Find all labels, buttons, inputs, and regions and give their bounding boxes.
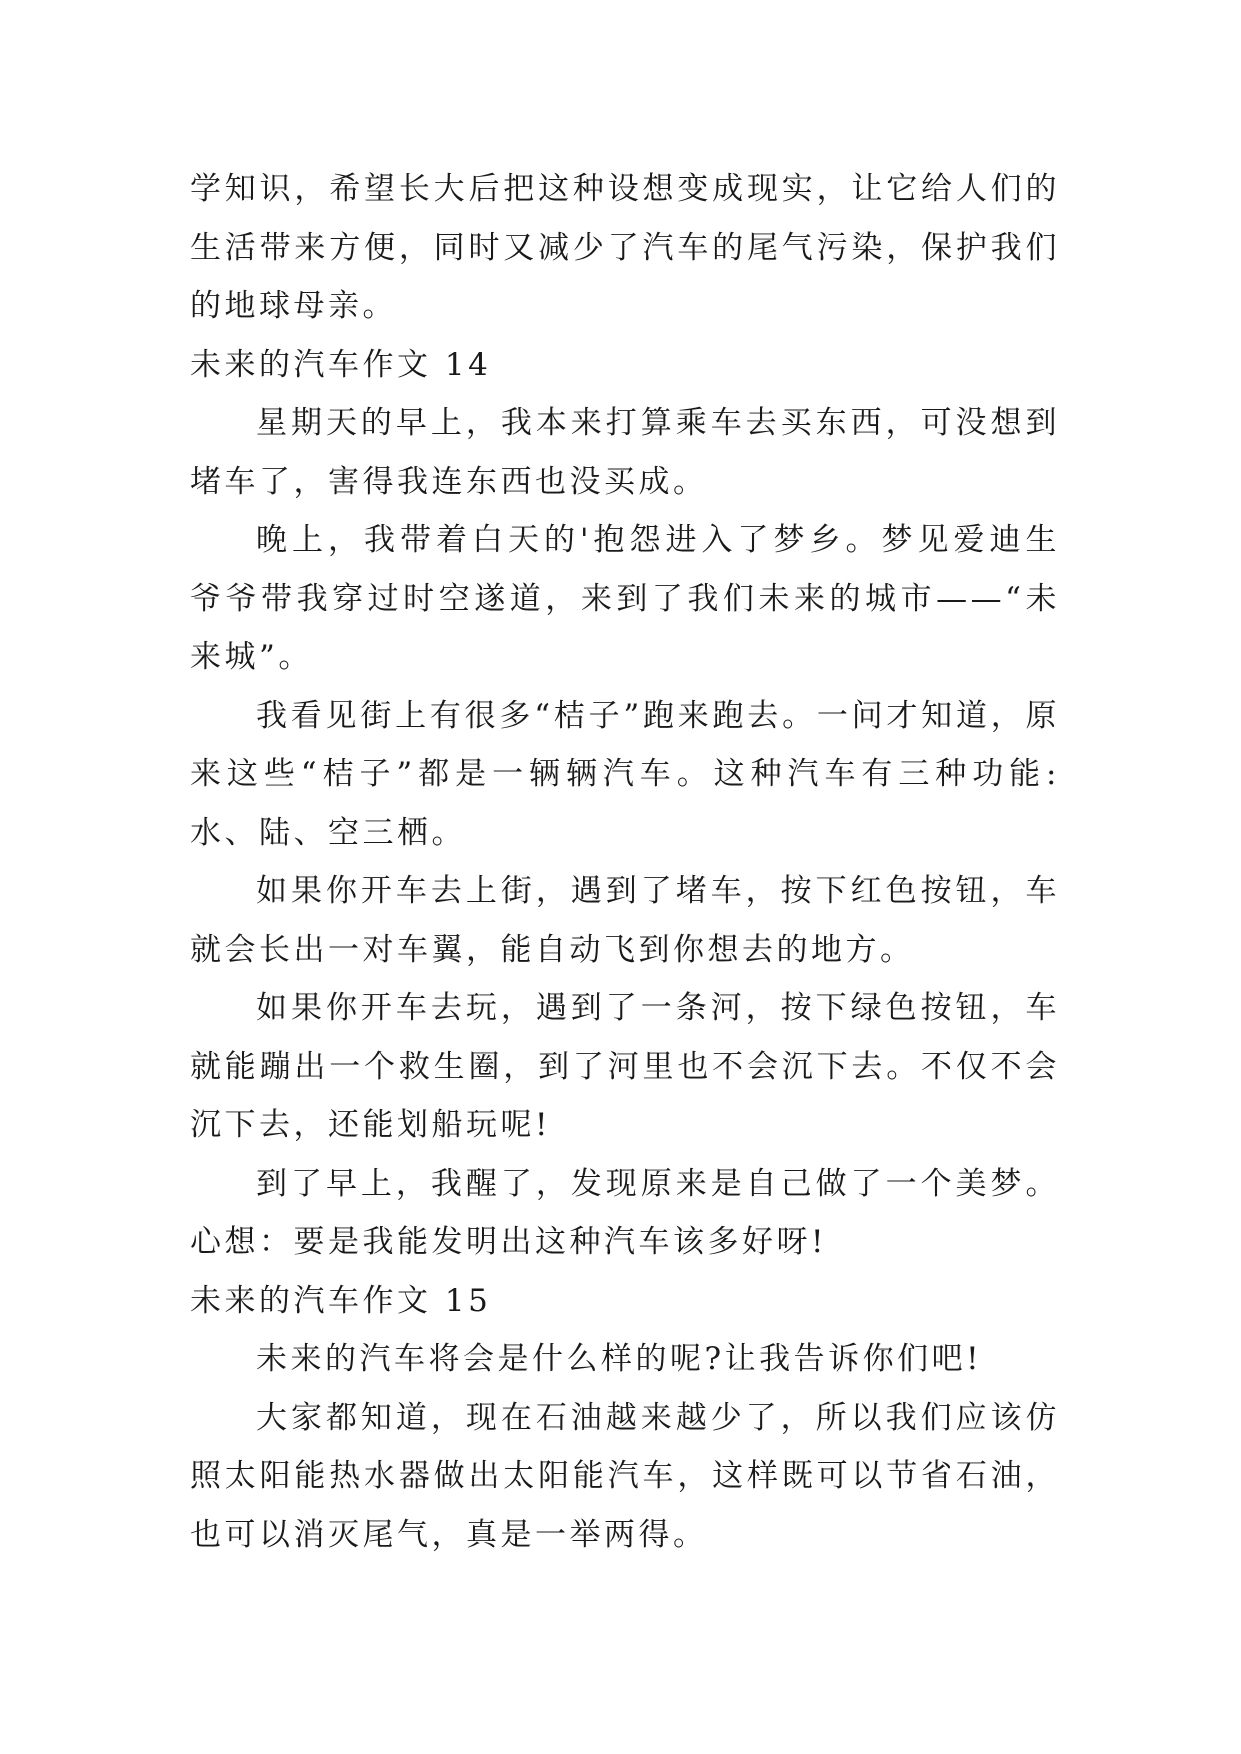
paragraph-continuation: 学知识，希望长大后把这种设想变成现实，让它给人们的生活带来方便，同时又减少了汽车的尾气污染，保护我们的地球母亲。	[190, 171, 1060, 324]
document-page	[190, 160, 1060, 1564]
section-heading-15: 未来的汽车作文 15	[190, 1282, 492, 1319]
section-heading-14: 未来的汽车作文 14	[190, 346, 492, 383]
paragraph: 星期天的早上，我本来打算乘车去买东西，可没想到堵车了，害得我连东西也没买成。	[190, 405, 1060, 500]
paragraph: 大家都知道，现在石油越来越少了，所以我们应该仿照太阳能热水器做出太阳能汽车，这样既可以节省石油，也可以消灭尾气，真是一举两得。	[190, 1399, 1060, 1553]
paragraph: 如果你开车去玩，遇到了一条河，按下绿色按钮，车就能蹦出一个救生圈，到了河里也不会沉下去。不仅不会沉下去，还能划船玩呢!	[190, 990, 1060, 1143]
paragraph: 晚上，我带着白天的'抱怨进入了梦乡。梦见爱迪生爷爷带我穿过时空遂道，来到了我们未来的城市——“未来城”。	[190, 522, 1060, 675]
paragraph: 我看见街上有很多“桔子”跑来跑去。一问才知道，原来这些“桔子”都是一辆辆汽车。这种汽车有三种功能: 水、陆、空三栖。	[190, 697, 1060, 851]
paragraph: 如果你开车去上街，遇到了堵车，按下红色按钮，车就会长出一对车翼，能自动飞到你想去的地方。	[190, 873, 1060, 968]
paragraph: 到了早上，我醒了，发现原来是自己做了一个美梦。心想：要是我能发明出这种汽车该多好呀!	[190, 1165, 1060, 1260]
paragraph: 未来的汽车将会是什么样的呢?让我告诉你们吧!	[256, 1341, 983, 1377]
